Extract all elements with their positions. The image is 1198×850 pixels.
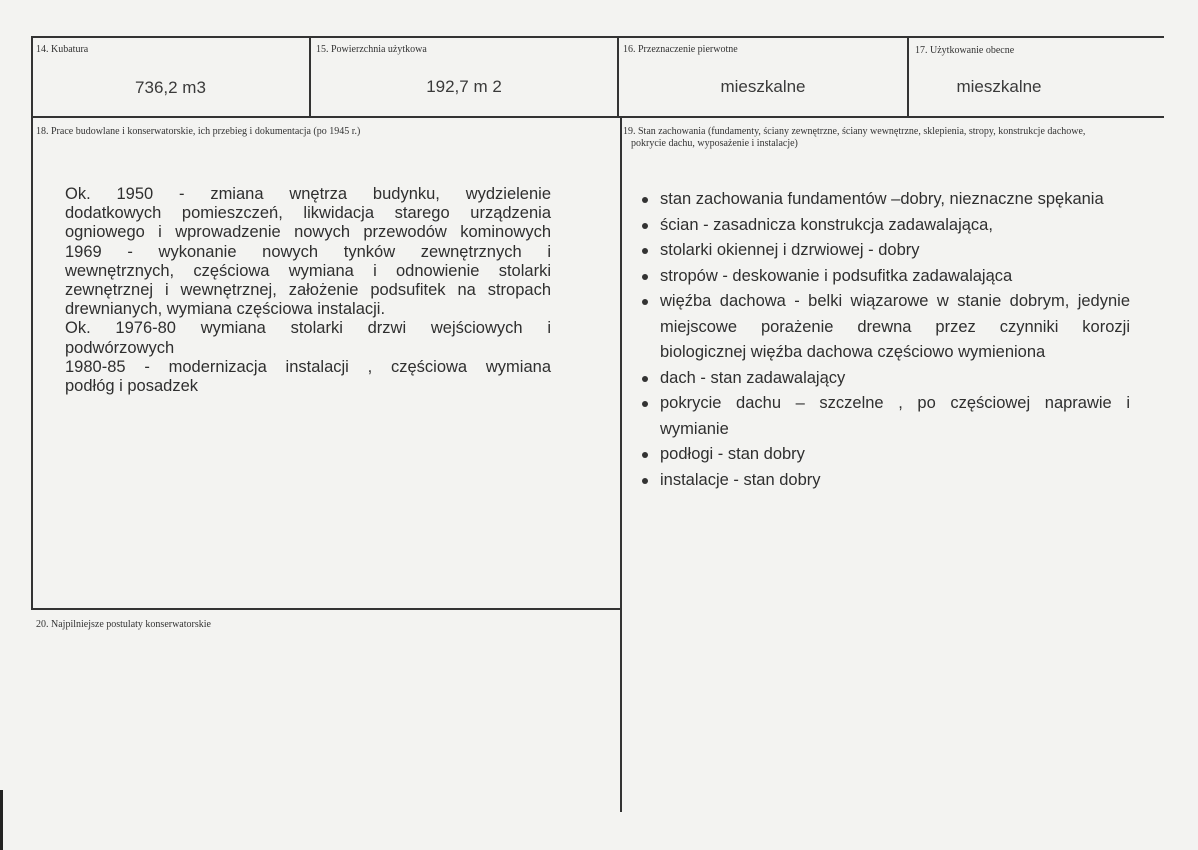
scan-edge-mark <box>0 790 3 850</box>
prace-line: wewnętrznych, częściowa wymiana i odnowienie stolarki <box>65 261 551 280</box>
stan-label-line1: 19. Stan zachowania (fundamenty, ściany zewnętrzne, ściany wewnętrzne, sklepienia, stropy, konstrukcje dachowe, <box>623 126 1086 137</box>
prace-line: 1980-85 - modernizacja instalacji , częściowa wymiana <box>65 357 551 376</box>
przeznaczenie-label: 16. Przeznaczenie pierwotne <box>623 44 738 55</box>
postulaty-label: 20. Najpilniejsze postulaty konserwatorskie <box>36 619 211 630</box>
prace-text <box>65 185 551 396</box>
main-center-divider <box>620 116 622 812</box>
row1-bottom-border <box>32 116 1164 118</box>
uzytkowanie-label: 17. Użytkowanie obecne <box>915 45 1015 56</box>
kubatura-value: 736,2 m3 <box>135 78 206 97</box>
stan-item: dach - stan zadawalający <box>640 366 1130 392</box>
stan-item: pokrycie dachu – szczelne , po częściowej naprawie i wymianie <box>640 391 1130 442</box>
prace-line: podłóg i posadzek <box>65 377 199 396</box>
powierzchnia-value: 192,7 m 2 <box>426 77 502 96</box>
top-border <box>32 36 1164 38</box>
przeznaczenie-value: mieszkalne <box>720 77 806 96</box>
prace-line: 1969 - wykonanie nowych tynków zewnętrznych i <box>65 242 551 261</box>
kubatura-label: 14. Kubatura <box>36 44 89 55</box>
stan-item: instalacje - stan dobry <box>640 468 1130 494</box>
powierzchnia-label: 15. Powierzchnia użytkowa <box>316 44 427 55</box>
prace-line: Ok. 1976-80 wymiana stolarki drzwi wejściowych i <box>65 319 551 338</box>
prace-line: dodatkowych pomieszczeń, likwidacja starego urządzenia <box>65 204 551 223</box>
section-18-bottom-border <box>32 608 621 610</box>
prace-label: 18. Prace budowlane i konserwatorskie, ich przebieg i dokumentacja (po 1945 r.) <box>36 126 361 137</box>
prace-line: drewnianych, wymiana częściowa instalacji. <box>65 300 386 319</box>
prace-line: ogniowego i wprowadzenie nowych przewodów kominowych <box>65 223 551 242</box>
stan-item: więźba dachowa - belki wiązarowe w stanie dobrym, jedynie miejscowe porażenie drewna przez czynniki korozji biologicznej więźba dachowa częściowo wymieniona <box>640 289 1130 366</box>
stan-item: podłogi - stan dobry <box>640 442 1130 468</box>
grid-left-border <box>31 36 33 118</box>
prace-line: podwórzowych <box>65 338 175 357</box>
stan-item: stolarki okiennej i dzrwiowej - dobry <box>640 238 1130 264</box>
stan-list <box>640 187 1130 493</box>
stan-item: stropów - deskowanie i podsufitka zadawalająca <box>640 264 1130 290</box>
prace-line: Ok. 1950 - zmiana wnętrza budynku, wydzielenie <box>65 185 551 203</box>
uzytkowanie-value: mieszkalne <box>956 77 1042 96</box>
section-18-left-border <box>31 116 33 610</box>
stan-label-line2: pokrycie dachu, wyposażenie i instalacje) <box>631 138 798 149</box>
stan-item: stan zachowania fundamentów –dobry, nieznaczne spękania <box>640 187 1130 213</box>
stan-item: ścian - zasadnicza konstrukcja zadawalająca, <box>640 213 1130 239</box>
prace-line: zewnętrznej i wewnętrznej, założenie podsufitek na stropach <box>65 281 551 300</box>
